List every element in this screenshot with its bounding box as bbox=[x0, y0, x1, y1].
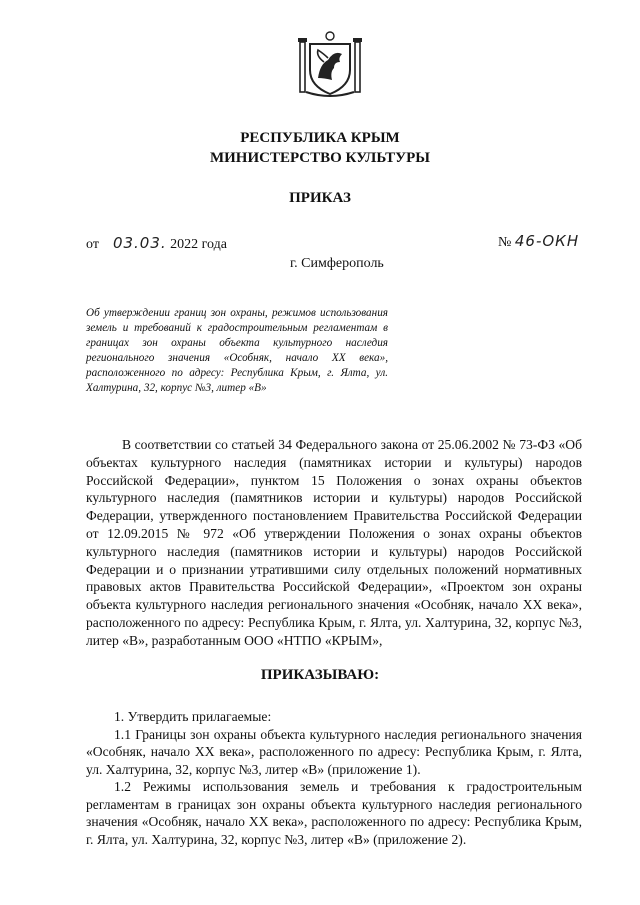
document-date bbox=[86, 234, 227, 253]
order-item: 1. Утвердить прилагаемые: bbox=[114, 709, 272, 724]
document-subject: Об утверждении границ зон охраны, режимов использования земель и требований к градостроительным регламентам в границах зон охраны объекта культурного наследия регионального значения «Особняк, начало XX века», расположенного по адресу: Республика Крым, г. Ялта, ул. Халтурина, 32, корпус №3, литер «В» bbox=[86, 307, 388, 394]
number-prefix: № bbox=[498, 235, 512, 250]
document-city: г. Симферополь bbox=[290, 256, 384, 271]
organization-name-line1: РЕСПУБЛИКА КРЫМ bbox=[240, 130, 400, 146]
order-item: 1.2 Режимы использования земель и требования к градостроительным регламентам в границах зон охраны объекта культурного наследия регионального значения «Особняк, начало XX века», расположенного по адресу: Республика Крым, г. Ялта, ул. Халтурина, 32, корпус №3, литер «В» (приложение 2). bbox=[86, 779, 582, 847]
document-preamble bbox=[86, 436, 582, 650]
order-item: 1.1 Границы зон охраны объекта культурного наследия регионального значения «Особняк, начало XX века», расположенного по адресу: Республика Крым, г. Ялта, ул. Халтурина, 32, корпус №3, литер «В» (приложение 1). bbox=[86, 726, 582, 777]
date-handwritten: 03.03. bbox=[112, 234, 167, 252]
document-type: ПРИКАЗ bbox=[289, 190, 351, 206]
organization-name-line2: МИНИСТЕРСТВО КУЛЬТУРЫ bbox=[209, 150, 431, 166]
date-suffix: 2022 года bbox=[170, 237, 227, 252]
order-items bbox=[86, 708, 582, 848]
preamble-paragraph: В соответствии со статьей 34 Федерального закона от 25.06.2002 № 73-ФЗ «Об объектах культурного наследия (памятниках истории и культуры) народов Российской Федерации», пунктом 15 Положения о зонах охраны объектов культурного наследия (памятников истории и культуры) народов Российской Федерации, утвержденного постановлением Правительства Российской Федерации от 12.09.2015 № 972 «Об утверждении Положения о зонах охраны объектов культурного наследия (памятников истории и культуры) народов Российской Федерации и о признании утратившими силу отдельных положений нормативных правовых актов Правительства Российской Федерации», «Проектом зон охраны объекта культурного наследия регионального значения «Особняк, начало XX века», расположенного по адресу: Республика Крым, г. Ялта, ул. Халтурина, 32, корпус №3, литер «В», разработанным ООО «НТПО «КРЫМ», bbox=[86, 437, 582, 648]
order-heading: ПРИКАЗЫВАЮ: bbox=[260, 667, 380, 683]
number-handwritten: 46-ОКН bbox=[514, 232, 580, 250]
date-prefix: от bbox=[86, 237, 99, 252]
crimea-coat-of-arms-icon bbox=[294, 28, 366, 100]
document-number bbox=[498, 232, 579, 251]
